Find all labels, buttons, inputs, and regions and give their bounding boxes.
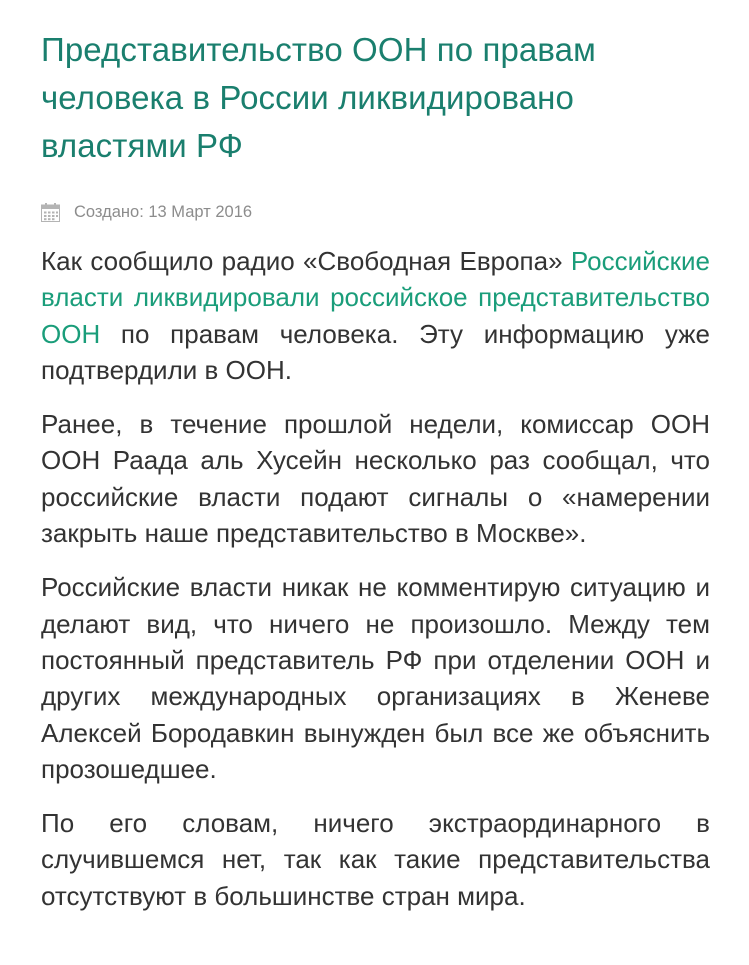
paragraph-1 <box>41 243 710 388</box>
paragraph-4: По его словам, ничего экстраординарного в случившемся нет, так как такие представительства отсутствуют в большинстве стран мира. <box>41 808 710 911</box>
article-meta <box>41 200 710 224</box>
paragraph-2: Ранее, в течение прошлой недели, комиссар ООН ООН Раада аль Хусейн несколько раз сообщал, что российские власти подают сигналы о «намерении закрыть наше представительство в Москве». <box>41 409 710 549</box>
article-title: Представительство ООН по правам человека в России ликвидировано властями РФ <box>41 31 596 164</box>
created-date: Создано: 13 Март 2016 <box>74 202 253 221</box>
article-link[interactable]: Российские власти ликвидировали российское представительство ООН <box>41 246 710 349</box>
calendar-icon <box>41 203 60 222</box>
paragraph-1-rest: по правам человека. Эту информацию уже подтвердили в ООН. <box>41 318 710 385</box>
paragraph-1-intro: Как сообщило радио «Свободная Европа» <box>41 246 571 276</box>
article-body <box>41 243 710 914</box>
paragraph-3: Российские власти никак не комментирую ситуацию и делают вид, что ничего не произошло. Между тем постоянный представитель РФ при отделении ООН и других международных организациях в Женеве Алексей Бородавкин вынужден был все же объяснить прозошедшее. <box>41 572 710 784</box>
